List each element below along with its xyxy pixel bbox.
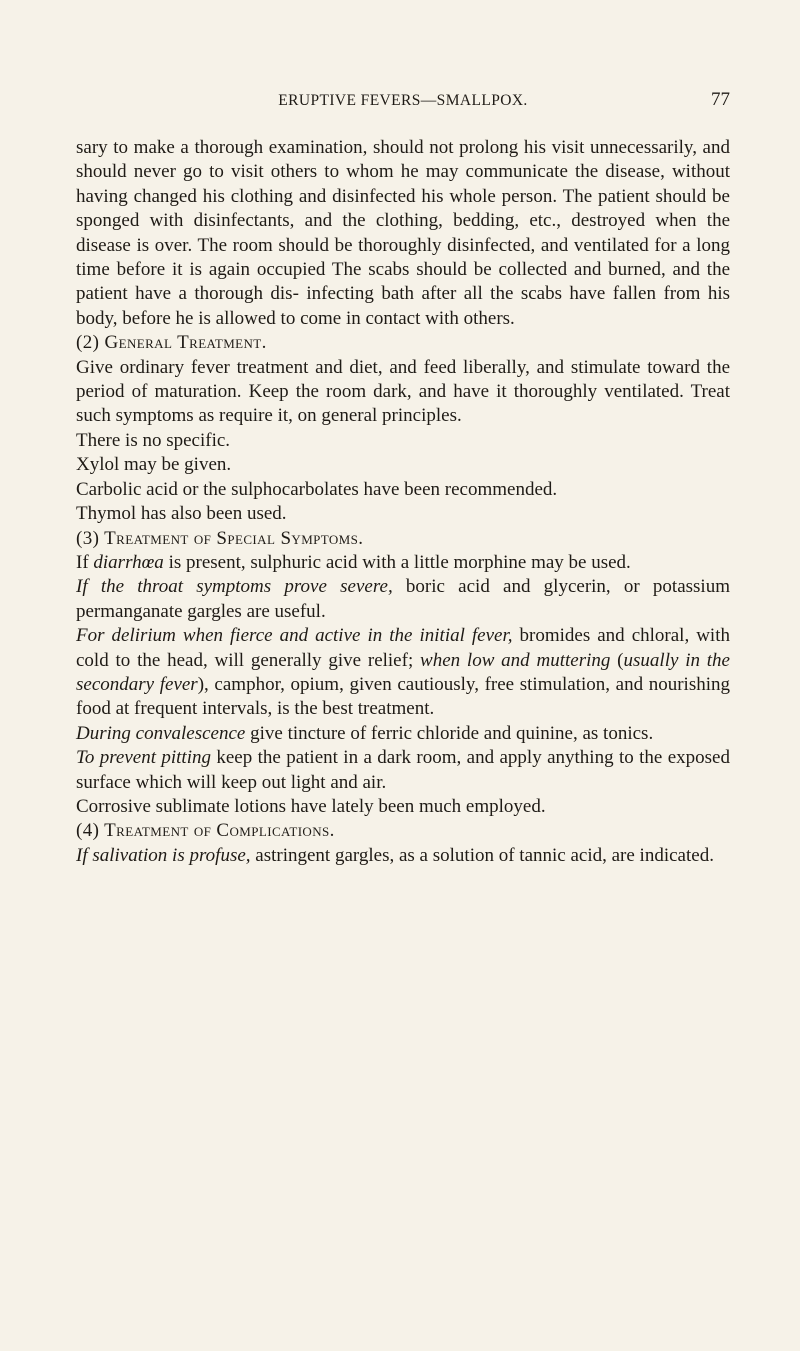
body-text	[76, 136, 730, 868]
paragraph-convalescence	[76, 722, 730, 746]
text-run: ), camphor, opium, given cautiously, free stimulation, and nourishing food at frequent intervals, is the best treatment.	[76, 673, 730, 720]
intro-paragraph: sary to make a thorough examination, should not prolong his visit unnecessarily, and should never go to visit others to whom he may communicate the disease, without having changed his clothing and disinfected his whole person. The patient should be sponged with disinfectants, and the clothing, bedding, etc., destroyed when the disease is over. The room should be thoroughly disinfected, and ventilated for a long time before it is again occupied The scabs should be collected and burned, and the patient have a thorough dis- infecting bath after all the scabs have fallen from his body, before he is allowed to come in contact with others.	[76, 137, 730, 329]
paragraph-salivation	[76, 844, 730, 868]
text-run: is present, sulphuric acid with a little morphine may be used.	[163, 551, 631, 573]
paragraph: Give ordinary fever treatment and diet, and feed liberally, and stimulate toward the period of maturation. Keep the room dark, and have it thoroughly ventilated. Treat such symptoms as require it, on general principles.	[76, 356, 730, 427]
text-run: give tincture of ferric chloride and quinine, as tonics.	[245, 722, 654, 744]
section-number: (4)	[76, 820, 100, 842]
section-heading-complications	[76, 819, 730, 843]
italic-run: If salivation is profuse,	[76, 844, 251, 866]
italic-run: To prevent pitting	[76, 747, 211, 769]
text-run: bromides and chloral, with cold to the head, will generally give relief;	[76, 625, 730, 671]
text-run: If	[76, 551, 94, 573]
running-head	[76, 89, 730, 118]
section-title: Treatment of Special Symptoms.	[104, 527, 364, 549]
paragraph-pitting	[76, 746, 730, 795]
section-title: Treatment of Complications.	[104, 820, 335, 842]
text-run: astringent gargles, as a solution of tannic acid, are indicated.	[250, 844, 714, 866]
section-number: (3)	[76, 527, 100, 549]
italic-run: If the throat symptoms prove severe,	[76, 576, 393, 598]
text-run: boric acid and glycerin, or potassium permanganate gargles are useful.	[76, 576, 730, 622]
paragraph-sublimate: Corrosive sublimate lotions have lately been much employed.	[76, 795, 546, 817]
section-title: General Treatment.	[104, 332, 267, 354]
paragraph-throat	[76, 575, 730, 624]
section-number: (2)	[76, 332, 100, 354]
italic-run: diarrhœa	[93, 551, 164, 573]
paragraph: Xylol may be given.	[76, 454, 232, 476]
paragraph-delirium	[76, 624, 730, 722]
running-title: ERUPTIVE FEVERS—SMALLPOX.	[278, 92, 528, 109]
section-heading-special	[76, 527, 730, 551]
paragraph: Carbolic acid or the sulphocarbolates have been recommended.	[76, 478, 558, 500]
paragraph: There is no specific.	[76, 429, 231, 451]
italic-run: For delirium when fierce and active in the initial fever,	[76, 625, 513, 647]
text-run: keep the patient in a dark room, and apply anything to the exposed surface which will keep out light and air.	[76, 747, 730, 793]
section-heading-general	[76, 331, 730, 355]
page-number: 77	[711, 89, 730, 110]
italic-run: when low and muttering	[420, 649, 611, 671]
italic-run: During convalescence	[76, 722, 246, 744]
paragraph-diarrhoea	[76, 551, 730, 575]
paragraph: Thymol has also been used.	[76, 503, 287, 525]
text-run: (	[610, 649, 624, 671]
italic-run: usually in the secondary fever	[76, 649, 730, 695]
